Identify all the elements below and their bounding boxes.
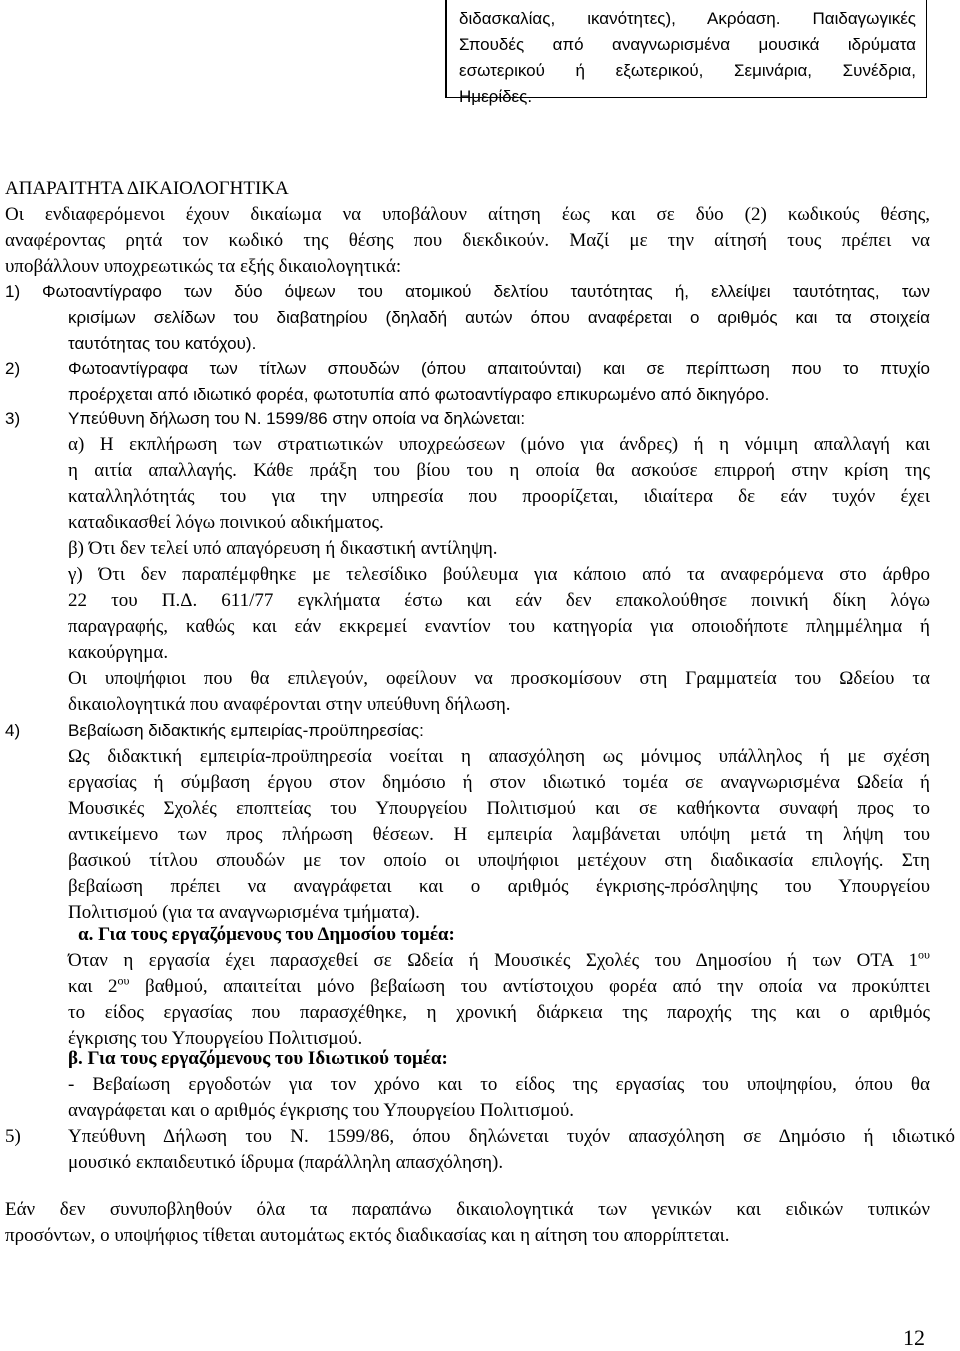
item-number: 5) [5, 1126, 21, 1147]
closing-line: Εάν δεν συνυποβληθούν όλα τα παραπάνω δικαιολογητικά των γενικών και ειδικών τυπικών [5, 1199, 930, 1220]
item-line: Υπεύθυνη δήλωση του Ν. 1599/86 στην οποία να δηλώνεται: [68, 409, 526, 428]
intro-line: υποβάλλουν υποχρεωτικώς τα εξής δικαιολογητικά: [5, 256, 402, 277]
private-sector-line: - Βεβαίωση εργοδοτών για τον χρόνο και το είδος της εργασίας του υποψηφίου, όπου θα [68, 1074, 930, 1095]
item-line: μουσικό εκπαιδευτικό ίδρυμα (παράλληλη απασχόληση). [68, 1152, 504, 1173]
table-cell-line: εσωτερικού ή εξωτερικού, Σεμινάρια, Συνέδρια, [459, 61, 916, 80]
item-line: Πολιτισμού (για τα αναγνωρισμένα τμήματα). [68, 902, 420, 923]
item-title: Βεβαίωση διδακτικής εμπειρίας-προϋπηρεσίας: [68, 721, 424, 740]
item-number: 1) [5, 282, 21, 301]
closing-paragraph [5, 1197, 930, 1249]
table-cell-line: Ημερίδες. [459, 87, 533, 106]
public-sector-line: έγκρισης του Υπουργείου Πολιτισμού. [68, 1028, 363, 1049]
private-sector-block [68, 1046, 930, 1124]
item-line: η αιτία απαλλαγής. Κάθε πράξη του βίου του η οποία θα ασκούσε επιρροή στην κρίση της [68, 460, 930, 481]
item-1-continuation [68, 305, 930, 357]
public-sector-line: και $2^{o\upsilon}$ βαθμού, απαιτείται μόνο βεβαίωση του αντίστοιχου φορέα από την οποία να προκύπτει [68, 973, 930, 997]
section-heading: ΑΠΑΡΑΙΤΗΤΑ ΔΙΚΑΙΟΛΟΓΗΤΙΚΑ [5, 178, 289, 199]
intro-line: Οι ενδιαφερόμενοι έχουν δικαίωμα να υποβάλουν αίτηση έως και σε δύο (2) κωδικούς θέσης, [5, 204, 930, 225]
item-line: Φωτοαντίγραφα των τίτλων σπουδών (όπου απαιτούνται) και σε περίπτωση που το πτυχίο [68, 359, 930, 378]
item-line: Φωτοαντίγραφο των δύο όψεων του ατομικού δελτίου ταυτότητας ή, ελλείψει ταυτότητας, των [42, 282, 930, 301]
continued-table-cell [445, 0, 927, 106]
item-line: προέρχεται από ιδιωτικό φορέα, φωτοτυπία από φωτοαντίγραφο επικυρωμένο από δικηγόρο. [68, 385, 770, 404]
item-4-body [68, 744, 930, 926]
item-line: αντικείμενο των προς πλήρωση θέσεων. Η εμπειρία λαμβάνεται υπόψη μετά τη λήψη του [68, 824, 930, 845]
page-number: 12 [903, 1325, 925, 1350]
item-line: γ) Ότι δεν παραπέμφθηκε με τελεσίδικο βούλευμα για κάποιο από τα αναφερόμενα στο άρθρο [68, 564, 930, 585]
item-line: εργασίας ή σύμβαση έργου στον δημόσιο ή στον ιδιωτικό τομέα σε αναγνωρισμένα Ωδεία ή [68, 772, 930, 793]
item-line: Ως διδακτική εμπειρία-προϋπηρεσία νοείται η απασχόληση ως μόνιμος υπάλληλος ή με σχέση [68, 746, 930, 767]
public-sector-line: το είδος εργασίας που παρασχέθηκε, η χρονική διάρκεια της παροχής της και ο αριθμός [68, 1002, 930, 1023]
private-sector-line: αναγράφεται και ο αριθμός έγκρισης του Υπουργείου Πολιτισμού. [68, 1100, 575, 1121]
table-cell-line: διδασκαλίας, ικανότητες), Ακρόαση. Παιδαγωγικές [459, 9, 916, 28]
item-line: κακούργημα. [68, 642, 169, 663]
table-cell-line: Σπουδές από αναγνωρισμένα μουσικά ιδρύματα [459, 35, 916, 54]
item-number: 3) [5, 409, 21, 428]
intro-line: αναφέροντας ρητά τον κωδικό της θέσης που διεκδικούν. Μαζί με την αίτησή τους πρέπει να [5, 230, 930, 251]
public-sector-title: α. Για τους εργαζόμενους του Δημοσίου τομέα: [78, 924, 455, 945]
item-line: Υπεύθυνη Δήλωση του Ν. 1599/86, όπου δηλώνεται τυχόν απασχόληση σε Δημόσιο ή ιδιωτικό [68, 1126, 955, 1147]
item-line: καταλληλότητάς του για την υπηρεσία που προορίζεται, ιδιαίτερα δε εάν τυχόν έχει [68, 486, 930, 507]
item-line: β) Ότι δεν τελεί υπό απαγόρευση ή δικαστική αντίληψη. [68, 538, 498, 559]
item-line: βασικού τίτλου σπουδών με τον οποίο οι υποψήφιοι μετέχουν στη διαδικασία επιλογής. Στη [68, 850, 930, 871]
private-sector-title: β. Για τους εργαζόμενους του Ιδιωτικού τομέα: [68, 1048, 448, 1069]
item-line: α) Η εκπλήρωση των στρατιωτικών υποχρεώσεων (μόνο για άνδρες) ή η νόμιμη απαλλαγή και [68, 434, 930, 455]
item-line: καταδικασθεί λόγω ποινικού αδικήματος. [68, 512, 384, 533]
item-3-body [68, 432, 930, 718]
public-sector-block [68, 922, 930, 1052]
item-line: Μουσικές Σχολές εποπτείας του Υπουργείου Πολιτισμού και σε καθήκοντα συναφή προς το [68, 798, 930, 819]
item-line: παραγραφής, καθώς και εάν εκκρεμεί εναντίον του κατηγορία για οποιοδήποτε πλημμέλημα ή [68, 616, 930, 637]
item-line: ταυτότητας του κατόχου). [68, 334, 257, 353]
item-line: 22 του Π.Δ. 611/77 εγκλήματα έστω και εάν δεν επακολούθησε ποινική δίκη λόγω [68, 590, 930, 611]
item-line: δικαιολογητικά που αναφέρονται στην υπεύθυνη δήλωση. [68, 694, 511, 715]
item-number: 4) [5, 721, 21, 740]
item-line: βεβαίωση πρέπει να αναγράφεται και ο αριθμός έγκρισης-πρόσληψης του Υπουργείου [68, 876, 930, 897]
item-line: κρισίμων σελίδων του διαβατηρίου (δηλαδή αυτών όπου αναφέρεται ο αριθμός και τα στοιχεία [68, 308, 930, 327]
item-line: Οι υποψήφιοι που θα επιλεγούν, οφείλουν να προσκομίσουν στη Γραμματεία του Ωδείου τα [68, 668, 930, 689]
intro-paragraph [5, 202, 930, 280]
item-number: 2) [5, 359, 21, 378]
public-sector-line: Όταν η εργασία έχει παρασχεθεί σε Ωδεία ή Μουσικές Σχολές του Δημοσίου ή των ΟΤΑ $1^{o\upsilon}$ [68, 947, 930, 971]
table-cell-text [459, 6, 916, 110]
closing-line: προσόντων, ο υποψήφιος τίθεται αυτομάτως εκτός διαδικασίας και η αίτηση του απορρίπτεται. [5, 1225, 730, 1246]
